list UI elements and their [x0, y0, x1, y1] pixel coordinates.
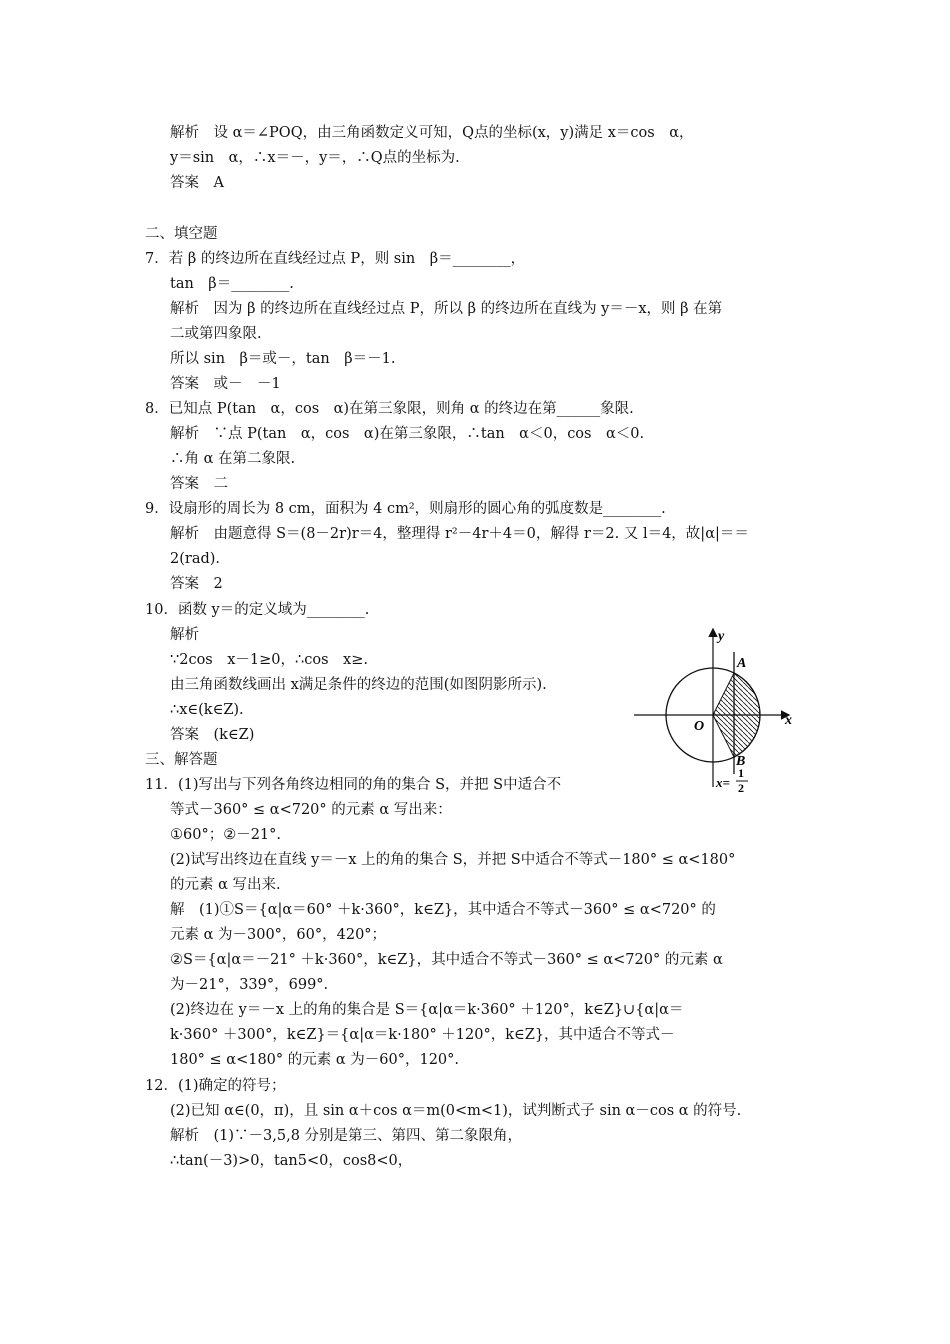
- text-line: (2)已知 α∈(0，π)，且 sin α＋cos α＝m(0<m<1)，试判断式子 sin α－cos α 的符号.: [170, 1103, 742, 1119]
- text-line: 二或第四象限.: [170, 326, 262, 342]
- text-line: 解析 ∵点 P(tan α，cos α)在第三象限，∴tan α＜0，cos α＜0.: [170, 426, 645, 442]
- point-b-label: B: [736, 754, 746, 769]
- unit-circle-figure: [628, 622, 808, 792]
- text-line: y＝sin α，∴x＝－，y＝，∴Q点的坐标为.: [170, 150, 460, 166]
- text-line: k·360° ＋300°，k∈Z}＝{α|α＝k·180° ＋120°，k∈Z}，其中适合不等式－: [170, 1027, 675, 1043]
- question-11: 11．(1)写出与下列各角终边相同的角的集合 S，并把 S中适合不: [145, 777, 562, 793]
- text-line: (2)试写出终边在直线 y＝－x 上的角的集合 S，并把 S中适合不等式－180° ≤ α<180°: [170, 852, 736, 868]
- question-10: 10．函数 y＝的定义域为________.: [145, 602, 370, 618]
- text-line: 答案 2: [170, 576, 223, 592]
- text-line: ①60°；②－21°.: [170, 827, 282, 843]
- text-line: ∵2cos x－1≥0，∴cos x≥.: [170, 652, 368, 668]
- text-line: 解析 因为 β 的终边所在直线经过点 P，所以 β 的终边所在直线为 y＝－x，则 β 在第: [170, 301, 723, 317]
- axis-label-y: y: [718, 629, 725, 644]
- text-line: ∴x∈(k∈Z).: [170, 702, 244, 718]
- text-line: 答案 A: [170, 175, 224, 191]
- text-line: 元素 α 为－300°，60°，420°；: [170, 927, 387, 943]
- line-label: x=: [716, 775, 730, 790]
- text-line: 的元素 α 写出来.: [170, 877, 281, 893]
- question-12: 12．(1)确定的符号；: [145, 1078, 286, 1094]
- origin-label: O: [694, 719, 705, 734]
- text-line: 答案 二: [170, 476, 228, 492]
- text-line: 为－21°，339°，699°.: [170, 977, 329, 993]
- text-line: 2(rad).: [170, 551, 221, 567]
- fraction-denominator: 2: [738, 781, 744, 792]
- text-line: 解析 (1)∵－3,5,8 分别是第三、第四、第二象限角，: [170, 1128, 523, 1144]
- fraction-numerator: 1: [738, 766, 744, 780]
- text-line: ②S＝{α|α＝－21° ＋k·360°，k∈Z}，其中适合不等式－360° ≤ α<720° 的元素 α: [170, 952, 723, 968]
- text-line: 解析 设 α＝∠POQ，由三角函数定义可知，Q点的坐标(x，y)满足 x＝cos α，: [170, 125, 694, 141]
- point-a-label: A: [737, 656, 747, 671]
- question-8: 8．已知点 P(tan α，cos α)在第三象限，则角 α 的终边在第______象限.: [145, 401, 634, 417]
- text-line: 解 (1)①S＝{α|α＝60° ＋k·360°，k∈Z}，其中适合不等式－360° ≤ α<720° 的: [170, 902, 716, 918]
- axis-label-x: x: [785, 713, 792, 728]
- text-line: 答案 (k∈Z): [170, 727, 255, 743]
- text-line: 解析: [170, 627, 199, 643]
- text-line: 180° ≤ α<180° 的元素 α 为－60°，120°.: [170, 1052, 460, 1068]
- text-line: tan β＝________.: [170, 276, 294, 292]
- section-heading: 三、解答题: [145, 752, 218, 768]
- question-7: 7．若 β 的终边所在直线经过点 P，则 sin β＝________，: [145, 251, 526, 267]
- text-line: 由三角函数线画出 x满足条件的终边的范围(如图阴影所示).: [170, 677, 547, 693]
- question-9: 9．设扇形的周长为 8 cm，面积为 4 cm²，则扇形的圆心角的弧度数是________.: [145, 501, 666, 517]
- text-line: ∴tan(－3)>0，tan5<0，cos8<0，: [170, 1153, 413, 1169]
- section-heading: 二、填空题: [145, 226, 218, 242]
- text-line: 解析 由题意得 S＝(8－2r)r＝4，整理得 r²－4r＋4＝0，解得 r＝2. 又 l＝4，故|α|＝＝: [170, 526, 749, 542]
- text-line: (2)终边在 y＝－x 上的角的集合是 S＝{α|α＝k·360° ＋120°，k∈Z}∪{α|α＝: [170, 1002, 684, 1018]
- text-line: 等式－360° ≤ α<720° 的元素 α 写出来：: [170, 802, 452, 818]
- text-line: 答案 或－ －1: [170, 376, 281, 392]
- text-line: ∴角 α 在第二象限.: [170, 451, 296, 467]
- text-line: 所以 sin β＝或－，tan β＝－1.: [170, 351, 396, 367]
